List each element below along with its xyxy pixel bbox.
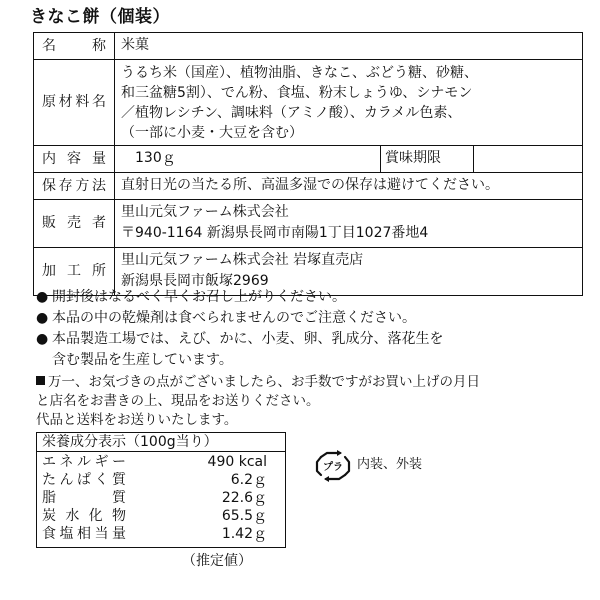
processor-company: 里山元気ファーム株式会社 岩塚直売店: [121, 252, 364, 268]
note-text: 開封後はなるべく早くお召し上がりください。: [52, 289, 346, 305]
square-bullet-icon: [36, 376, 45, 385]
seller-address: 〒940-1164 新潟県長岡市南陽1丁目1027番地4: [121, 225, 429, 241]
ingredients-value: [115, 60, 583, 146]
label-row-name: [34, 33, 583, 60]
ingredients-line: （一部に小麦・大豆を含む）: [121, 125, 303, 141]
nutrient-name: 食塩相当量: [42, 526, 126, 542]
bullet-icon: ●: [36, 331, 49, 347]
processor-label: 加工所: [34, 248, 115, 296]
seller-label: 販売者: [34, 200, 115, 248]
content-value: [115, 146, 381, 173]
best-before-label: 賞味期限: [381, 146, 474, 173]
name-label: 名 称: [34, 33, 115, 60]
label-row-ingredients: [34, 60, 583, 146]
bullet-icon: ●: [36, 310, 49, 326]
contact-line: 代品と送料をお送りいたします。: [36, 412, 238, 428]
product-title: きなこ餅（個装）: [30, 7, 170, 27]
ingredients-line: うるち米（国産）、植物油脂、きなこ、ぶどう糖、砂糖、: [121, 65, 478, 81]
nutrient-name: 脂質: [42, 490, 126, 506]
ingredients-line: 和三盆糖5割）、でん粉、食塩、粉末しょうゆ、シナモン: [121, 85, 473, 101]
pla-recycle-icon: [313, 449, 353, 483]
nutrient-value: 1.42ｇ: [221, 526, 267, 542]
note-item: [36, 308, 586, 329]
nutrition-row: [42, 453, 267, 471]
nutrient-name: たんぱく質: [42, 472, 126, 488]
nutrition-title: 栄養成分表示（100g当り）: [42, 434, 218, 450]
seller-company: 里山元気ファーム株式会社: [121, 204, 289, 220]
nutrition-row: [42, 525, 267, 543]
label-row-seller: [34, 200, 583, 248]
content-amount: 130ｇ: [135, 150, 176, 166]
nutrition-facts-box: [36, 432, 286, 548]
note-text: 本品の中の乾燥剤は食べられませんのでご注意ください。: [52, 310, 416, 326]
nutrition-divider: [37, 451, 285, 452]
contact-notice: [36, 373, 591, 430]
note-text: 本品製造工場では、えび、かに、小麦、卵、乳成分、落花生を: [52, 331, 444, 347]
nutrition-row: [42, 471, 267, 489]
nutrient-name: エネルギー: [42, 454, 126, 470]
caution-notes: [36, 287, 586, 371]
ingredients-line: ／植物レシチン、調味料（アミノ酸）、カラメル色素、: [121, 105, 462, 121]
note-item: [36, 287, 586, 308]
note-text-continued: 含む製品を生産しています。: [52, 352, 233, 368]
nutrition-row: [42, 507, 267, 525]
contact-line: [36, 373, 591, 392]
nutrient-name: 炭水化物: [42, 508, 126, 524]
nutrient-value: 6.2ｇ: [230, 472, 267, 488]
nutrient-value: 22.6ｇ: [221, 490, 267, 506]
nutrient-value: 65.5ｇ: [221, 508, 267, 524]
note-item: [36, 329, 586, 350]
label-row-storage: [34, 173, 583, 200]
nutrition-footnote: （推定値）: [182, 553, 252, 569]
storage-value: 直射日光の当たる所、高温多湿での保存は避けてください。: [115, 173, 583, 200]
contact-line: と店名をお書きの上、現品をお送りください。: [36, 393, 320, 409]
seller-value: [115, 200, 583, 248]
content-label: 内容量: [34, 146, 115, 173]
product-label-table: [33, 32, 583, 296]
name-value: 米菓: [115, 33, 583, 60]
best-before-value: [474, 146, 583, 173]
recycle-parts-label: 内装、外装: [357, 457, 423, 472]
storage-label: 保存方法: [34, 173, 115, 200]
processor-address: 新潟県長岡市飯塚2969: [121, 273, 269, 289]
nutrient-value: 490 kcal: [207, 454, 267, 470]
nutrition-row: [42, 489, 267, 507]
bullet-icon: ●: [36, 289, 49, 305]
label-row-content: [34, 146, 583, 173]
contact-text: 万一、お気づきの点がございましたら、お手数ですがお買い上げの月日: [48, 374, 480, 390]
ingredients-label: 原材料名: [34, 60, 115, 146]
recycle-symbol-text: プラ: [323, 462, 343, 473]
